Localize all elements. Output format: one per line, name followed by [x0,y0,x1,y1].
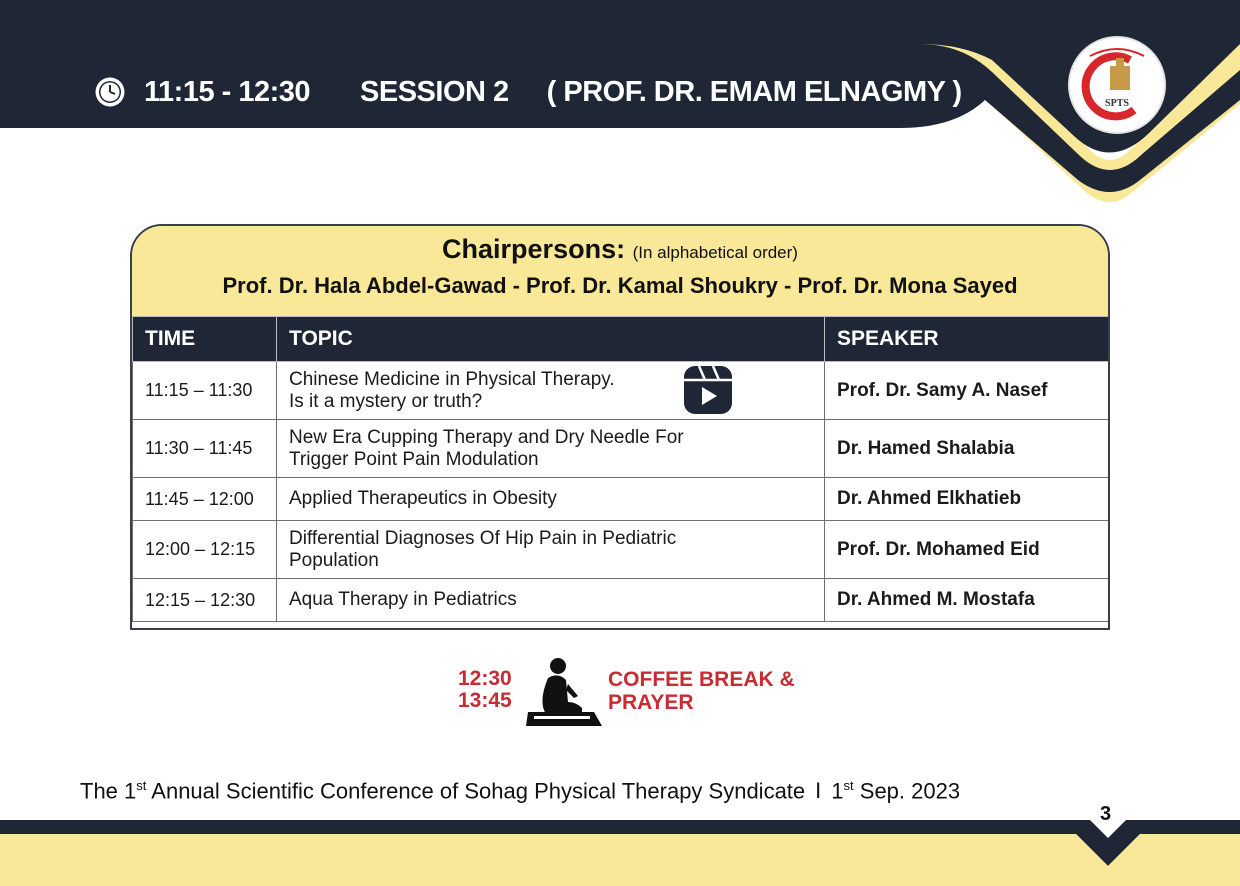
header-time: TIME [133,317,277,362]
page-number: 3 [1100,803,1112,825]
table-row [133,478,1109,521]
footer-text: Annual Scientific Conference of Sohag Physical Therapy Syndicate [146,778,806,804]
row-speaker: Dr. Hamed Shalabia [825,420,1109,478]
footer-sup: st [843,778,854,793]
chairpersons-names: Prof. Dr. Hala Abdel-Gawad - Prof. Dr. Kamal Shoukry - Prof. Dr. Mona Sayed [222,273,1018,298]
table-header-row [133,317,1109,362]
logo-emblem [1070,38,1164,132]
table-row [133,521,1109,579]
chairpersons-title-line [132,234,1108,265]
logo-text: SPTS [1105,98,1129,109]
session-moderator: ( PROF. DR. EMAM ELNAGMY ) [546,75,962,108]
table-row [133,420,1109,478]
row-time: 12:15 – 12:30 [133,579,277,622]
row-topic: Applied Therapeutics in Obesity [277,478,825,521]
break-label-line: PRAYER [608,691,694,714]
row-speaker: Dr. Ahmed M. Mostafa [825,579,1109,622]
session-title: SESSION 2 [360,75,509,108]
break-label-line: COFFEE BREAK & [608,668,795,691]
session-header [94,70,962,114]
topic-line: Differential Diagnoses Of Hip Pain in Pediatric [289,527,677,549]
prayer-icon [524,656,604,728]
topic-line: New Era Cupping Therapy and Dry Needle For [289,426,684,448]
row-time: 11:30 – 11:45 [133,420,277,478]
footer-text: The 1 [80,778,137,804]
topic-line: Chinese Medicine in Physical Therapy. [289,368,615,390]
row-topic [277,521,825,579]
row-time: 12:00 – 12:15 [133,521,277,579]
row-time: 11:45 – 12:00 [133,478,277,521]
footer-date-day: 1 [831,778,844,804]
schedule-table [132,316,1109,622]
row-topic: Aqua Therapy in Pediatrics [277,579,825,622]
table-row [133,362,1109,420]
chairpersons-label: Chairpersons: [442,234,626,264]
topic-line: Is it a mystery or truth? [289,390,483,412]
row-speaker: Prof. Dr. Samy A. Nasef [825,362,1109,420]
row-speaker: Dr. Ahmed Elkhatieb [825,478,1109,521]
chairpersons-note: (In alphabetical order) [632,243,798,262]
coffee-break [450,656,810,732]
clock-icon [94,76,126,108]
topic-line: Population [289,549,379,571]
row-topic [277,420,825,478]
session-time: 11:15 - 12:30 [144,75,311,108]
schedule-card [130,224,1110,630]
break-times [458,668,512,712]
header-speaker: SPEAKER [825,317,1109,362]
row-time: 11:15 – 11:30 [133,362,277,420]
row-topic [277,362,825,420]
table-row [133,579,1109,622]
header-topic: TOPIC [277,317,825,362]
break-start-time: 12:30 [458,667,512,690]
syndicate-logo [1068,36,1166,134]
break-end-time: 13:45 [458,689,512,712]
chairpersons-header [132,226,1108,316]
footer-date: Sep. 2023 [853,778,961,804]
row-speaker: Prof. Dr. Mohamed Eid [825,521,1109,579]
conference-footer [80,778,960,804]
footer-separator: I [815,778,822,804]
break-label [608,668,808,714]
footer-sup: st [136,778,147,793]
topic-line: Trigger Point Pain Modulation [289,448,539,470]
video-play-icon[interactable] [683,365,733,415]
